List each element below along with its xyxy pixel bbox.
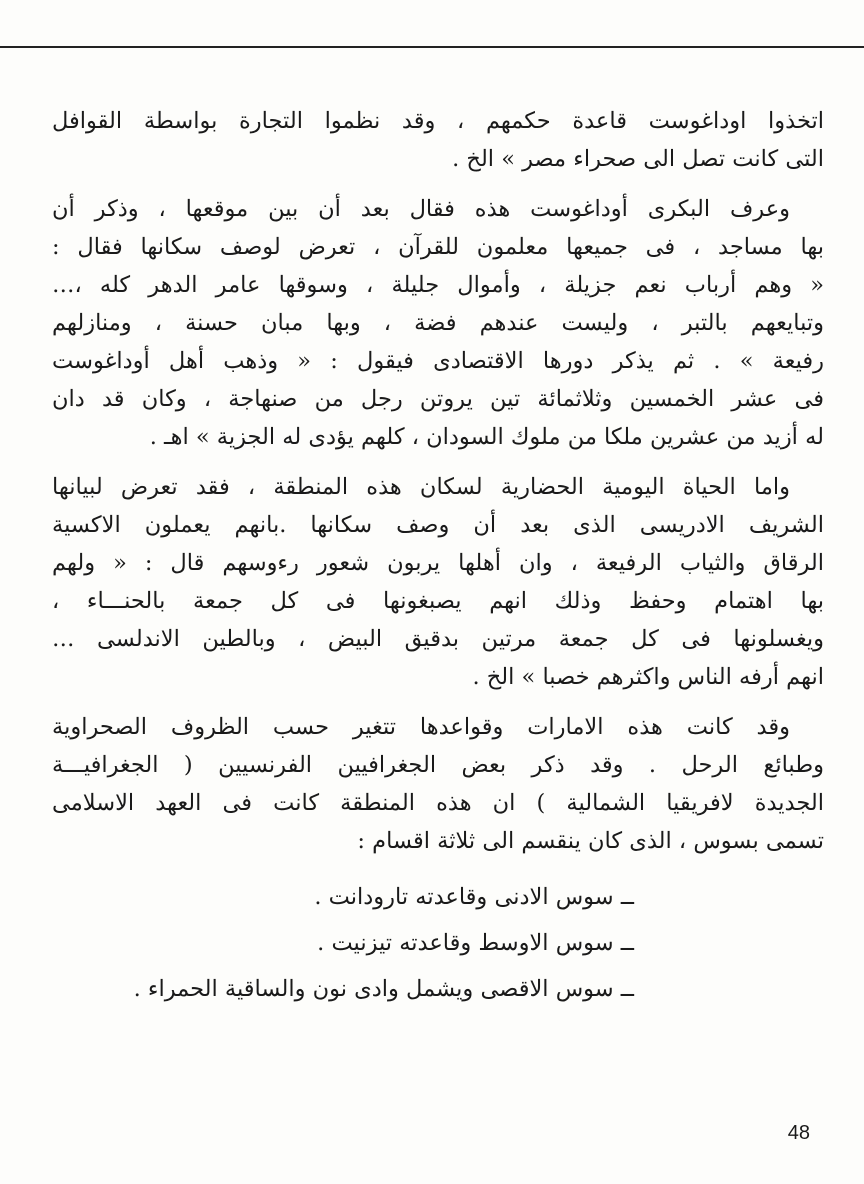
- text-line: « وهم أرباب نعم جزيلة ، وأموال جليلة ، وسوقها عامر الدهر كله ،…: [52, 272, 824, 298]
- paragraph-1: [52, 102, 824, 178]
- list-item: ــ سوس الاوسط وقاعدته تيزنيت .: [317, 930, 634, 956]
- paragraph-2: [52, 190, 824, 456]
- text-line: تسمى بسوس ، الذى كان ينقسم الى ثلاثة اقسام :: [357, 828, 824, 854]
- paragraph-3: [52, 468, 824, 696]
- list-item: ــ سوس الادنى وقاعدته تارودانت .: [314, 884, 634, 910]
- text-line: الجديدة لافريقيا الشمالية ) ان هذه المنطقة كانت فى العهد الاسلامى: [52, 790, 824, 816]
- text-line: وعرف البكرى أوداغوست هذه فقال بعد أن بين موقعها ، وذكر أن: [52, 196, 790, 222]
- text-line: وطبائع الرحل . وقد ذكر بعض الجغرافيين الفرنسيين ( الجغرافيـــة: [52, 752, 824, 778]
- regions-list: [52, 874, 824, 1012]
- text-line: وتبايعهم بالتبر ، وليست عندهم فضة ، وبها مبان حسنة ، ومنازلهم: [52, 310, 824, 336]
- text-line: الشريف الادريسى الذى بعد أن وصف سكانها .بانهم يعملون الاكسية: [52, 512, 824, 538]
- text-line: اتخذوا اوداغوست قاعدة حكمهم ، وقد نظموا التجارة بواسطة القوافل: [52, 108, 824, 134]
- text-line: وقد كانت هذه الامارات وقواعدها تتغير حسب الظروف الصحراوية: [52, 714, 790, 740]
- page-number: 48: [787, 1122, 810, 1144]
- text-line: ويغسلونها فى كل جمعة مرتين بدقيق البيض ، وبالطين الاندلسى …: [52, 626, 824, 652]
- text-line: بها مساجد ، فى جميعها معلمون للقرآن ، تعرض لوصف سكانها فقال :: [52, 234, 824, 260]
- page-body: [52, 102, 824, 1012]
- text-line: التى كانت تصل الى صحراء مصر » الخ .: [452, 146, 824, 172]
- text-line: له أزيد من عشرين ملكا من ملوك السودان ، كلهم يؤدى له الجزية » اهـ .: [149, 424, 824, 450]
- header-rule: [0, 46, 864, 48]
- text-line: بها اهتمام وحفظ وذلك انهم يصبغونها فى كل جمعة بالحنـــاء ،: [52, 588, 824, 614]
- text-line: انهم أرفه الناس واكثرهم خصبا » الخ .: [472, 664, 824, 690]
- text-line: رفيعة » . ثم يذكر دورها الاقتصادى فيقول : « وذهب أهل أوداغوست: [52, 348, 824, 374]
- list-item: ــ سوس الاقصى ويشمل وادى نون والساقية الحمراء .: [133, 976, 634, 1002]
- text-line: واما الحياة اليومية الحضارية لسكان هذه المنطقة ، فقد تعرض لبيانها: [52, 474, 790, 500]
- text-line: فى عشر الخمسين وثلاثمائة تين يروتن رجل من صنهاجة ، وكان قد دان: [52, 386, 824, 412]
- paragraph-4: [52, 708, 824, 860]
- text-line: الرقاق والثياب الرفيعة ، وان أهلها يربون شعور رءوسهم قال : « ولهم: [52, 550, 824, 576]
